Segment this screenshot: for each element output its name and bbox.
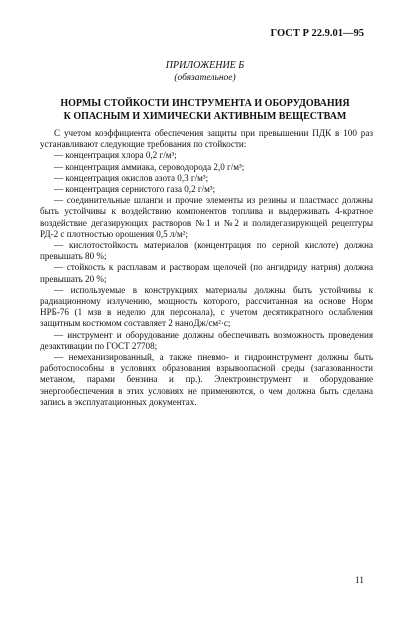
list-item-decontamination: — инструмент и оборудование должны обеспечивать возможность проведения дезактивации по ГОСТ 27708;	[40, 329, 373, 351]
section-title-line-1: НОРМЫ СТОЙКОСТИ ИНСТРУМЕНТА И ОБОРУДОВАНИЯ	[60, 98, 350, 109]
list-item-explosive-environment: — немеханизированный, а также пневмо- и гидроинструмент должны быть работоспособны в условиях образования взрывоопасной среды (загазованности метаном, парами бензина и пр.). Электроинструмент и оборудование энергообеспечения в этих условиях не применяются, о чем должна быть сделана запись в эксплуатационных документах.	[40, 352, 373, 407]
body-text	[40, 128, 373, 408]
list-item-radiation: — используемые в конструкциях материалы должны быть устойчивы к радиационному излучению, мощность которого, рассчитанная на основе Норм НРБ-76 (1 мзв в неделю для персонала), с учетом десятикратного ослабления защитным костюмом составляет 2 наноДж/см²·с;	[40, 284, 373, 329]
list-item-ammonia: — концентрация аммиака, сероводорода 2,0 г/м³;	[54, 161, 245, 172]
section-title-line-2: К ОПАСНЫМ И ХИМИЧЕСКИ АКТИВНЫМ ВЕЩЕСТВАМ	[63, 111, 347, 122]
list-item-chlorine: — концентрация хлора 0,2 г/м³;	[54, 150, 177, 161]
list-item-acid-resistance: — кислотостойкость материалов (концентрация по серной кислоте) должна превышать 80 %;	[40, 240, 373, 262]
appendix-note: (обязательное)	[174, 73, 236, 83]
list-item-hoses: — соединительные шланги и прочие элементы из резины и пластмасс должны быть устойчивы к воздействию компонентов топлива и выдерживать 4-кратное воздействие дегазирующих растворов №1 и №2 и полидегазирующей рецептуры РД-2 с плотностью орошения 0,5 л/м²;	[40, 195, 373, 239]
section-title	[40, 97, 370, 123]
appendix-title: ПРИЛОЖЕНИЕ Б	[165, 60, 245, 71]
list-item-sulfur-dioxide: — концентрация сернистого газа 0,2 г/м³;	[54, 184, 216, 195]
list-item-alkali-resistance: — стойкость к расплавам и растворам щелочей (по ангидриду натрия) должна превышать 20 %;	[40, 262, 373, 284]
list-item-nitrogen-oxides: — концентрация окислов азота 0,3 г/м³;	[54, 172, 209, 183]
page-number: 11	[354, 576, 364, 586]
document-number: ГОСТ Р 22.9.01—95	[270, 28, 364, 39]
paragraph-intro: С учетом коэффициента обеспечения защиты при превышении ПДК в 100 раз устанавливают следующие требования по стойкости:	[40, 128, 373, 150]
